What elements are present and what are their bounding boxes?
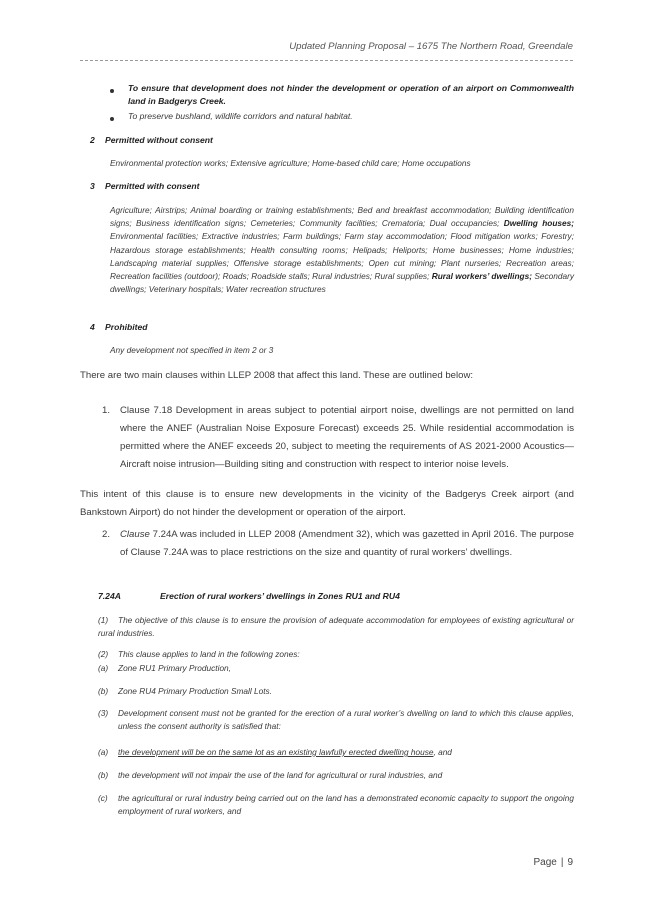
condition-c-number: (c) <box>98 793 108 803</box>
dwelling-houses-bold: Dwelling houses; <box>503 218 574 229</box>
zone-b-text: Zone RU4 Primary Production Small Lots. <box>118 686 273 696</box>
page-label: Page <box>533 857 557 868</box>
objective-bullet-2: To preserve bushland, wildlife corridors and natural habitat. <box>128 111 353 121</box>
section-2-heading: Permitted without consent <box>105 135 213 145</box>
clause-724a-title: Erection of rural workers’ dwellings in Zones RU1 and RU4 <box>160 591 400 601</box>
section-3-heading: Permitted with consent <box>105 181 200 191</box>
section-4-heading: Prohibited <box>105 322 148 332</box>
clause-1-text: Clause 7.18 Development in areas subject to potential airport noise, dwellings are not permitted on land where the ANEF (Australian Noise Exposure Forecast) exceeds 25. While residential accommodation is permitted where the ANEF exceeds 20, subject to meeting the requirements of AS 2021-2000 Acoustics—Aircraft noise intrusion—Building siting and construction with respect to interior noise levels. <box>120 405 574 470</box>
subclause-3-number: (3) <box>98 708 109 718</box>
condition-a-number: (a) <box>98 747 109 757</box>
page-number: 9 <box>567 857 573 868</box>
clause-1-number: 1. <box>102 405 111 416</box>
condition-b-text: the development will not impair the use of the land for agricultural or rural industries, and <box>118 770 443 780</box>
bullet-icon <box>110 117 114 121</box>
section-3-text: Agriculture; Airstrips; Animal boarding or training establishments; Bed and breakfast accommodation; Building identification signs; Business identification signs; Cemeteries; Community facilities; Crematoria; Dual occupancies; Dwelling houses; Environmental facilities; Extractive industries; Farm buildings; Farm stay accommodation; Flood mitigation works; Forestry; Hazardous storage establishments; Health consulting rooms; Helipads; Heliports; Home businesses; Home industries; Landscaping material supplies; Offensive storage establishments; Open cut mining; Plant nurseries; Recreation areas; Recreation facilities (outdoor); Roads; Roadside stalls; Rural industries; Rural supplies; Rural workers’ dwellings; Secondary dwellings; Veterinary hospitals; Water recreation structures <box>110 205 575 295</box>
zone-a-text: Zone RU1 Primary Production, <box>118 663 231 673</box>
intent-paragraph: This intent of this clause is to ensure new developments in the vicinity of the Badgerys Creek airport (and Bankstown Airport) do not hinder the development or operation of the airport. <box>80 489 574 518</box>
subclause-3-text: Development consent must not be granted for the erection of a rural worker’s dwelling on land to which this clause applies, unless the consent authority is satisfied that: <box>118 708 574 731</box>
section-2-number: 2 <box>90 135 95 145</box>
intro-paragraph: There are two main clauses within LLEP 2008 that affect this land. These are outlined below: <box>80 370 474 381</box>
page-footer <box>533 857 573 868</box>
section-2-text: Environmental protection works; Extensive agriculture; Home-based child care; Home occupations <box>110 158 471 168</box>
section-4-number: 4 <box>90 322 95 332</box>
subclause-2-text: This clause applies to land in the following zones: <box>118 649 300 659</box>
running-header: Updated Planning Proposal – 1675 The Northern Road, Greendale <box>289 41 573 52</box>
objective-bullet-1: To ensure that development does not hinder the development or operation of an airport on Commonwealth land in Badgerys Creek. <box>128 83 574 106</box>
bullet-icon <box>110 89 114 93</box>
section-3-number: 3 <box>90 181 95 191</box>
clause-724a-number: 7.24A <box>98 591 121 601</box>
page-separator: | <box>560 857 564 868</box>
condition-a-text: the development will be on the same lot as an existing lawfully erected dwelling house, and <box>118 747 452 757</box>
header-rule <box>80 60 573 61</box>
clause-2-number: 2. <box>102 529 111 540</box>
subclause-1-text: The objective of this clause is to ensure the provision of adequate accommodation for employees of existing agricultural or rural industries. <box>98 615 574 638</box>
section-4-text: Any development not specified in item 2 or 3 <box>110 345 274 355</box>
subclause-2-number: (2) <box>98 649 109 659</box>
rural-workers-dwellings-bold: Rural workers’ dwellings; <box>431 271 532 282</box>
condition-b-number: (b) <box>98 770 109 780</box>
clause-2-text: Clause 7.24A was included in LLEP 2008 (Amendment 32), which was gazetted in April 2016. The purpose of Clause 7.24A was to place restrictions on the size and quantity of rural workers’ dwellings. <box>120 529 574 558</box>
zone-a-number: (a) <box>98 663 109 673</box>
subclause-1-number: (1) <box>98 615 109 625</box>
zone-b-number: (b) <box>98 686 109 696</box>
condition-c-text: the agricultural or rural industry being carried out on the land has a demonstrated economic capacity to support the ongoing employment of rural workers, and <box>118 793 574 816</box>
